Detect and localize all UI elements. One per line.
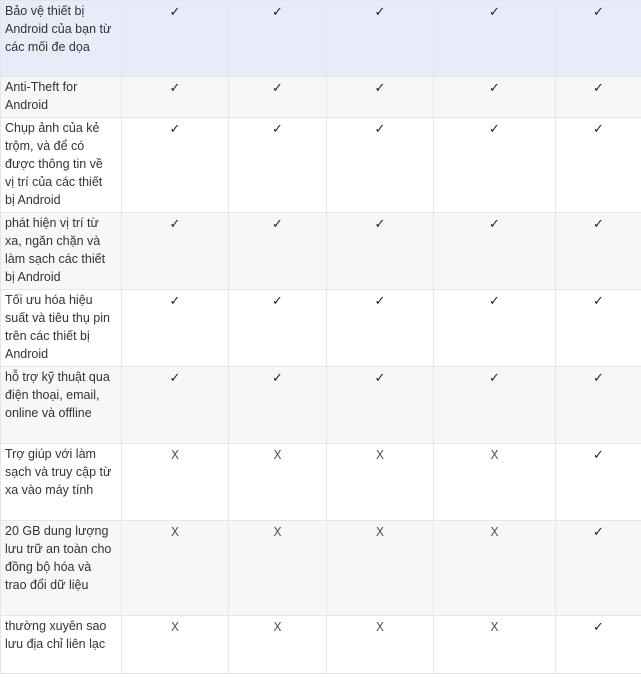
check-icon: ✓ xyxy=(593,620,604,635)
check-icon: ✓ xyxy=(593,294,604,309)
table-row xyxy=(1,367,641,444)
check-icon: ✓ xyxy=(169,217,181,232)
cross-icon: X xyxy=(170,620,180,634)
cross-icon: X xyxy=(170,525,180,539)
check-icon: ✓ xyxy=(374,5,386,20)
check-icon: ✓ xyxy=(593,371,604,386)
check-icon: ✓ xyxy=(593,81,604,96)
check-icon: ✓ xyxy=(169,5,181,20)
feature-label: thường xuyên sao lưu địa chỉ liên lạc xyxy=(1,616,122,674)
check-icon: ✓ xyxy=(272,294,283,309)
cross-icon: X xyxy=(375,448,385,462)
table-row xyxy=(1,77,641,118)
table-row xyxy=(1,616,641,674)
cross-icon: X xyxy=(273,620,282,634)
cross-icon: X xyxy=(273,448,282,462)
check-icon: ✓ xyxy=(593,217,604,232)
check-icon: ✓ xyxy=(593,448,604,463)
table-row xyxy=(1,521,641,616)
check-icon: ✓ xyxy=(489,81,500,96)
feature-label: Anti-Theft for Android xyxy=(1,77,122,118)
check-icon: ✓ xyxy=(489,5,500,20)
feature-label: Tối ưu hóa hiệu suất và tiêu thụ pin trên các thiết bị Android xyxy=(1,290,122,367)
table-row xyxy=(1,118,641,213)
feature-label: phát hiện vị trí từ xa, ngăn chặn và làm sạch các thiết bị Android xyxy=(1,213,122,290)
cross-icon: X xyxy=(490,525,499,539)
check-icon: ✓ xyxy=(374,371,386,386)
check-icon: ✓ xyxy=(272,217,283,232)
check-icon: ✓ xyxy=(169,122,181,137)
check-icon: ✓ xyxy=(272,122,283,137)
check-icon: ✓ xyxy=(489,371,500,386)
feature-label: Chụp ảnh của kẻ trộm, và để có được thông tin về vị trí của các thiết bị Android xyxy=(1,118,122,213)
cross-icon: X xyxy=(273,525,282,539)
cross-icon: X xyxy=(170,448,180,462)
table-row xyxy=(1,1,641,77)
table-row xyxy=(1,213,641,290)
check-icon: ✓ xyxy=(374,122,386,137)
check-icon: ✓ xyxy=(489,122,500,137)
feature-label: Trợ giúp với làm sạch và truy cập từ xa vào máy tính xyxy=(1,444,122,521)
check-icon: ✓ xyxy=(489,294,500,309)
table-row xyxy=(1,444,641,521)
check-icon: ✓ xyxy=(489,217,500,232)
check-icon: ✓ xyxy=(374,217,386,232)
check-icon: ✓ xyxy=(272,371,283,386)
check-icon: ✓ xyxy=(593,525,604,540)
cross-icon: X xyxy=(375,525,385,539)
cross-icon: X xyxy=(490,448,499,462)
feature-label: hỗ trợ kỹ thuật qua điện thoại, email, online và offline xyxy=(1,367,122,444)
check-icon: ✓ xyxy=(374,81,386,96)
table-row xyxy=(1,290,641,367)
check-icon: ✓ xyxy=(374,294,386,309)
check-icon: ✓ xyxy=(272,81,283,96)
check-icon: ✓ xyxy=(169,81,181,96)
check-icon: ✓ xyxy=(593,5,604,20)
cross-icon: X xyxy=(490,620,499,634)
check-icon: ✓ xyxy=(169,294,181,309)
feature-label: 20 GB dung lượng lưu trữ an toàn cho đồng bộ hóa và trao đổi dữ liệu xyxy=(1,521,122,616)
check-icon: ✓ xyxy=(272,5,283,20)
check-icon: ✓ xyxy=(169,371,181,386)
cross-icon: X xyxy=(375,620,385,634)
check-icon: ✓ xyxy=(593,122,604,137)
feature-label: Bảo vệ thiết bị Android của bạn từ các mối đe dọa xyxy=(1,1,122,77)
